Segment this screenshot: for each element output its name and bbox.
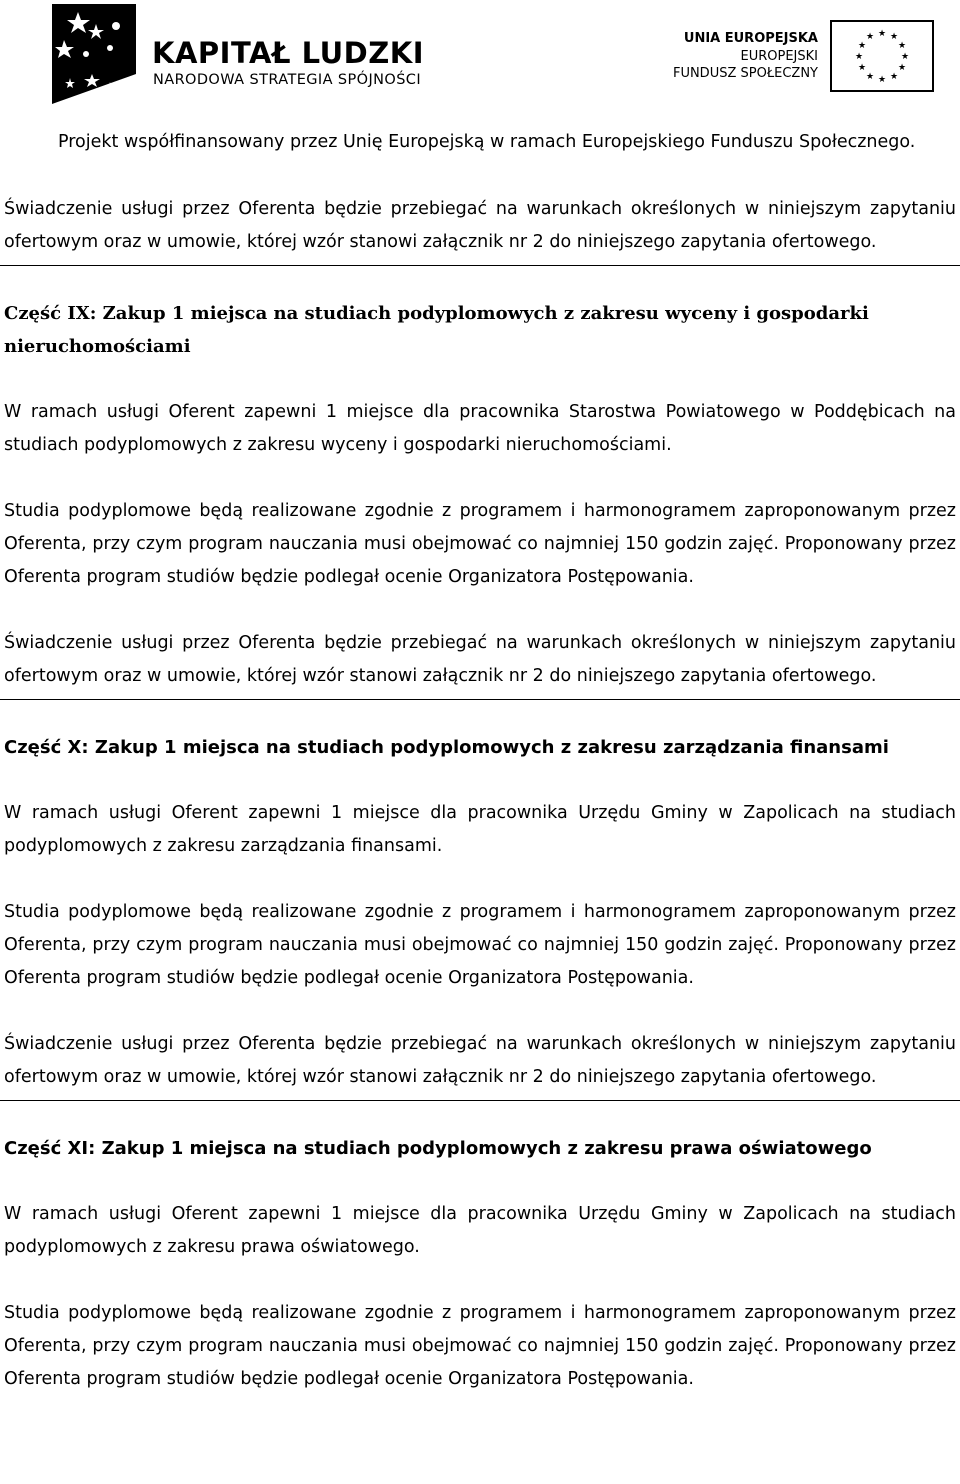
document-header bbox=[0, 0, 960, 170]
paragraph-part-x-program: Studia podyplomowe będą realizowane zgodnie z programem i harmonogramem zaproponowanym przez Oferenta, przy czym program nauczania musi obejmować co najmniej 150 godzin zajęć. Proponowany przez Oferenta program studiów będzie podlegał ocenie Organizatora Postępowania. bbox=[4, 902, 956, 988]
svg-text:★: ★ bbox=[897, 63, 907, 73]
heading-part-xi: Część XI: Zakup 1 miejsca na studiach podyplomowych z zakresu prawa oświatowego bbox=[4, 1138, 872, 1159]
eu-flag-icon bbox=[830, 20, 934, 92]
svg-text:★: ★ bbox=[877, 29, 887, 39]
kapital-ludzki-logo-icon bbox=[44, 4, 144, 104]
paragraph-part-ix-program: Studia podyplomowe będą realizowane zgodnie z programem i harmonogramem zaproponowanym przez Oferenta, przy czym program nauczania musi obejmować co najmniej 150 godzin zajęć. Proponowany przez Oferenta program studiów będzie podlegał ocenie Organizatora Postępowania. bbox=[4, 501, 956, 587]
paragraph-part-xi-scope: W ramach usługi Oferent zapewni 1 miejsce dla pracownika Urzędu Gminy w Zapolicach na studiach podyplomowych z zakresu prawa oświatowego. bbox=[4, 1204, 956, 1257]
eu-text-block bbox=[673, 30, 818, 82]
paragraph-part-ix-scope: W ramach usługi Oferent zapewni 1 miejsce dla pracownika Starostwa Powiatowego w Poddębicach na studiach podyplomowych z zakresu wyceny i gospodarki nieruchomościami. bbox=[4, 402, 956, 455]
svg-text:★: ★ bbox=[857, 63, 867, 73]
svg-text:★: ★ bbox=[857, 41, 867, 51]
svg-text:★: ★ bbox=[877, 75, 887, 85]
svg-text:★: ★ bbox=[865, 32, 875, 42]
project-cofinancing-line: Projekt współfinansowany przez Unię Europejską w ramach Europejskiego Funduszu Społecznego. bbox=[58, 132, 916, 152]
eu-line-2: FUNDUSZ SPOŁECZNY bbox=[672, 66, 818, 81]
eu-title: UNIA EUROPEJSKA bbox=[683, 31, 818, 46]
paragraph-service-terms-2: Świadczenie usługi przez Oferenta będzie przebiegać na warunkach określonych w niniejszym zapytaniu ofertowym oraz w umowie, której wzór stanowi załącznik nr 2 do niniejszego zapytania ofertowego. bbox=[4, 633, 956, 686]
kapital-ludzki-subtitle: NARODOWA STRATEGIA SPÓJNOŚCI bbox=[153, 72, 422, 88]
svg-text:★: ★ bbox=[865, 72, 875, 82]
paragraph-part-x-scope: W ramach usługi Oferent zapewni 1 miejsce dla pracownika Urzędu Gminy w Zapolicach na studiach podyplomowych z zakresu zarządzania finansami. bbox=[4, 803, 956, 856]
svg-text:★: ★ bbox=[854, 52, 864, 62]
svg-text:★: ★ bbox=[900, 52, 910, 62]
svg-text:★: ★ bbox=[889, 32, 899, 42]
heading-part-ix: Część IX: Zakup 1 miejsca na studiach podyplomowych z zakresu wyceny i gospodarki nieruchomościami bbox=[4, 303, 869, 357]
eu-line-1: EUROPEJSKI bbox=[740, 49, 818, 64]
document-body bbox=[4, 193, 956, 1396]
paragraph-part-xi-program: Studia podyplomowe będą realizowane zgodnie z programem i harmonogramem zaproponowanym przez Oferenta, przy czym program nauczania musi obejmować co najmniej 150 godzin zajęć. Proponowany przez Oferenta program studiów będzie podlegał ocenie Organizatora Postępowania. bbox=[4, 1303, 956, 1389]
svg-text:★: ★ bbox=[889, 72, 899, 82]
paragraph-service-terms-3: Świadczenie usługi przez Oferenta będzie przebiegać na warunkach określonych w niniejszym zapytaniu ofertowym oraz w umowie, której wzór stanowi załącznik nr 2 do niniejszego zapytania ofertowego. bbox=[4, 1034, 956, 1087]
paragraph-service-terms-1: Świadczenie usługi przez Oferenta będzie przebiegać na warunkach określonych w niniejszym zapytaniu ofertowym oraz w umowie, której wzór stanowi załącznik nr 2 do niniejszego zapytania ofertowego. bbox=[4, 199, 956, 252]
heading-part-x: Część X: Zakup 1 miejsca na studiach podyplomowych z zakresu zarządzania finansami bbox=[4, 737, 889, 758]
kapital-ludzki-title: KAPITAŁ LUDZKI bbox=[152, 36, 425, 70]
svg-text:★: ★ bbox=[897, 41, 907, 51]
